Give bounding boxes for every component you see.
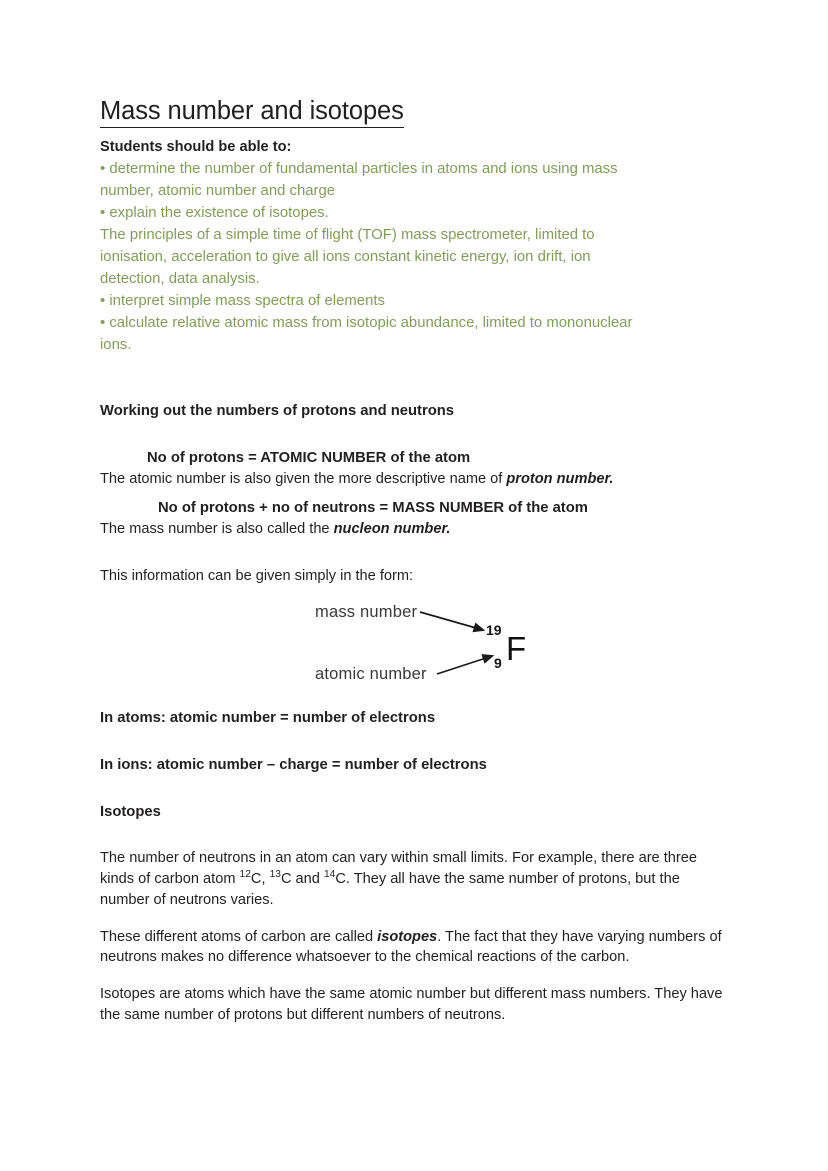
spec-line: • interpret simple mass spectra of elements <box>100 293 385 310</box>
form-intro: This information can be given simply in the form: <box>100 567 414 584</box>
paragraph-emphasis-isotopes: isotopes <box>377 928 438 945</box>
rule-mass-note-text: The mass number is also called the <box>100 520 334 537</box>
specification-block <box>100 159 724 357</box>
spacer <box>100 968 724 984</box>
atomic-number-label: atomic number <box>315 665 427 684</box>
spec-line: • determine the number of fundamental particles in atoms and ions using mass <box>100 161 618 178</box>
paragraph-text: . The fact that they have varying numbers of neutrons makes no difference whatsoever to the chemical reactions of the carbon. <box>100 928 722 966</box>
superscript-13: 13 <box>269 869 281 881</box>
lead-line: Students should be able to: <box>100 139 292 156</box>
paragraph-text: The number of neutrons in an atom can vary within small limits. For example, there are three kinds of carbon atom <box>100 850 697 888</box>
rule-mass: No of protons + no of neutrons = MASS NUMBER of the atom <box>158 500 588 517</box>
page-title: Mass number and isotopes <box>100 96 404 128</box>
spacer <box>100 729 724 755</box>
spacer <box>100 692 724 708</box>
section-heading-isotopes: Isotopes <box>100 803 161 820</box>
paragraph-carbon-isotopes <box>100 848 724 910</box>
rule-protons-note <box>100 469 724 490</box>
fluorine-notation-diagram <box>100 592 724 692</box>
spacer <box>100 776 724 802</box>
rule-in-atoms: In atoms: atomic number = number of electrons <box>100 710 436 727</box>
mass-number-arrow-icon <box>420 612 483 630</box>
spec-line: number, atomic number and charge <box>100 183 336 200</box>
mass-number-label: mass number <box>315 603 418 622</box>
spacer <box>100 357 724 401</box>
spec-line: • explain the existence of isotopes. <box>100 205 329 222</box>
atomic-number-value: 9 <box>494 655 502 672</box>
spec-line: detection, data analysis. <box>100 271 260 288</box>
spec-line: • calculate relative atomic mass from isotopic abundance, limited to mononuclear <box>100 315 633 332</box>
spec-line: The principles of a simple time of flight (TOF) mass spectrometer, limited to <box>100 227 595 244</box>
spacer <box>100 540 724 566</box>
rule-mass-note <box>100 519 724 540</box>
spec-line: ionisation, acceleration to give all ions constant kinetic energy, ion drift, ion <box>100 249 591 266</box>
paragraph-text: These different atoms of carbon are called <box>100 928 378 945</box>
rule-protons: No of protons = ATOMIC NUMBER of the atom <box>147 449 471 466</box>
document-content <box>100 96 724 1026</box>
spacer <box>100 822 724 848</box>
paragraph-isotopes-summary: Isotopes are atoms which have the same atomic number but different mass numbers. They have the same number of protons but different numbers of neutrons. <box>100 986 723 1023</box>
paragraph-text: C and <box>280 871 324 888</box>
element-symbol: F <box>506 630 527 668</box>
rule-in-ions: In ions: atomic number – charge = number of electrons <box>100 757 487 774</box>
paragraph-text: C. They all have the same number of protons, but the number of neutrons varies. <box>100 871 680 908</box>
page-title-wrapper <box>100 96 724 130</box>
section-heading-working-out: Working out the numbers of protons and neutrons <box>100 403 455 420</box>
rule-protons-note-emphasis: proton number. <box>506 470 614 487</box>
paragraph-isotopes-definition <box>100 927 724 968</box>
mass-number-value: 19 <box>486 622 502 639</box>
rule-mass-note-emphasis: nucleon number. <box>333 520 451 537</box>
spec-line: ions. <box>100 337 132 354</box>
superscript-14: 14 <box>323 869 336 881</box>
atomic-number-arrow-icon <box>437 656 492 674</box>
paragraph-text: C, <box>250 871 270 888</box>
superscript-12: 12 <box>239 869 251 881</box>
spacer <box>100 911 724 927</box>
diagram-svg <box>100 592 724 692</box>
spacer <box>100 489 724 498</box>
spacer <box>100 422 724 448</box>
rule-protons-note-text: The atomic number is also given the more descriptive name of <box>100 470 507 487</box>
